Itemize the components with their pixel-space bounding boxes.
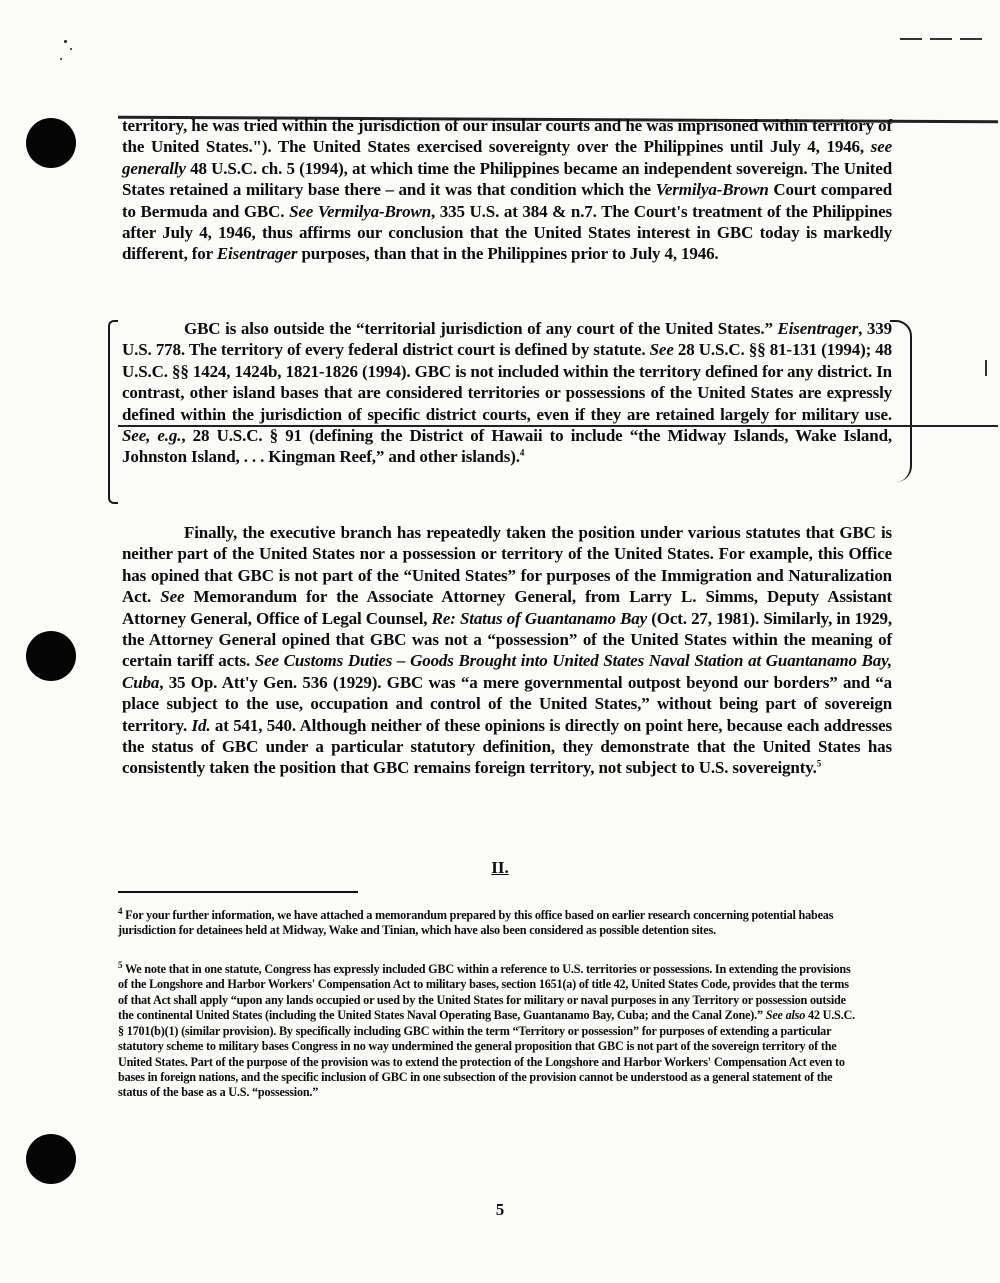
scan-mark xyxy=(985,360,987,376)
section-heading: II. xyxy=(491,858,509,877)
footnote-4: $^4$ For your further information, we have attached a memorandum prepared by this office based on earlier research concerning potential habeas jurisdiction for detainees held at Midway, Wake and Tinian, which have also been considered as possible detention sites. xyxy=(118,906,834,938)
margin-bracket-right xyxy=(890,320,912,482)
paragraph-executive-branch: Finally, the executive branch has repeatedly taken the position under various statutes that GBC is neither part of the United States nor a possession or territory of the United States. For example, this Office has opined that GBC is not part of the “United States” for purposes of the Immigration and Naturalization Act. See Memorandum for the Associate Attorney General, from Larry L. Simms, Deputy Assistant Attorney General, Office of Legal Counsel, Re: Status of Guantanamo Bay (Oct. 27, 1981). Similarly, in 1929, the Attorney General opined that GBC was not a “possession” of the United States within the meaning of certain tariff acts. See Customs Duties – Goods Brought into United States Naval Station at Guantanamo Bay, Cuba, 35 Op. Att'y Gen. 536 (1929). GBC was “a mere governmental outpost beyond our borders” and “a place subject to the use, occupation and control of the United States,” without being part of sovereign territory. Id. at 541, 540. Although neither of these opinions is directly on point here, because each addresses the status of GBC under a particular statutory definition, they demonstrate that the United States has consistently taken the position that GBC remains foreign territory, not subject to U.S. sovereignty.$^5$ xyxy=(122,523,893,778)
footnote-5: $^5$ We note that in one statute, Congress has expressly included GBC within a reference to U.S. territories or possessions. In extending the provisions of the Longshore and Harbor Workers' Compensation Act to military bases, section 1651(a) of title 42, United States Code, provides that the terms of that Act shall apply “upon any lands occupied or used by the United States for military or naval purposes in any Territory or possession outside the continental United States (including the United States Naval Operating Base, Guantanamo Bay, Cuba; and the Canal Zone).” See also 42 U.S.C. § 1701(b)(1) (similar provision). By specifically including GBC within the term “Territory or possession” for purposes of extending a particular statutory scheme to military bases Congress in no way undermined the general proposition that GBC is not part of the sovereign territory of the United States. Part of the purpose of the provision was to extend the protection of the Longshore and Harbor Workers' Compensation Act even to bases in foreign nations, and the specific inclusion of GBC in one subsection of the provision cannot be understood as a general statement of the status of the base as a U.S. “possession.” xyxy=(118,960,855,1100)
footnote-separator xyxy=(118,891,358,893)
paragraph-territorial-jurisdiction: GBC is also outside the “territorial jurisdiction of any court of the United States.” Eisentrager, 339 U.S. 778. The territory of every federal district court is defined by statute. See 28 U.S.C. §§ 81-131 (1994); 48 U.S.C. §§ 1424, 1424b, 1821-1826 (1994). GBC is not included within the territory defined for any district. In contrast, other island bases that are considered territories or possessions of the United States are expressly defined within the jurisdiction of specific district courts, even if they are retained largely for military use. See, e.g., 28 U.S.C. § 91 (defining the District of Hawaii to include “the Midway Islands, Wake Island, Johnston Island, . . . Kingman Reef,” and other islands).$^4$ xyxy=(122,319,892,467)
binder-hole xyxy=(26,118,76,168)
margin-bracket-left xyxy=(108,320,118,504)
scan-mark xyxy=(930,38,952,40)
page-number: 5 xyxy=(495,1200,505,1219)
binder-hole xyxy=(26,631,76,681)
scan-mark xyxy=(900,38,922,40)
scan-speck xyxy=(64,40,67,43)
scan-mark xyxy=(960,38,982,40)
footnote-ref[interactable]: 5 xyxy=(816,758,822,769)
paragraph-philippines: territory, he was tried within the jurisdiction of our insular courts and he was imprisoned within territory of the United States."). The United States exercised sovereignty over the Philippines until July 4, 1946, see generally 48 U.S.C. ch. 5 (1994), at which time the Philippines became an independent sovereign. The United States retained a military base there – and it was that condition which the Vermilya-Brown Court compared to Bermuda and GBC. See Vermilya-Brown, 335 U.S. at 384 & n.7. The Court's treatment of the Philippines after July 4, 1946, thus affirms our conclusion that the United States interest in GBC today is markedly different, for Eisentrager purposes, than that in the Philippines prior to July 4, 1946. xyxy=(122,116,892,264)
footnote-ref[interactable]: 4 xyxy=(519,447,525,458)
scan-speck xyxy=(70,48,72,50)
binder-hole xyxy=(26,1134,76,1184)
scan-speck xyxy=(60,58,62,60)
